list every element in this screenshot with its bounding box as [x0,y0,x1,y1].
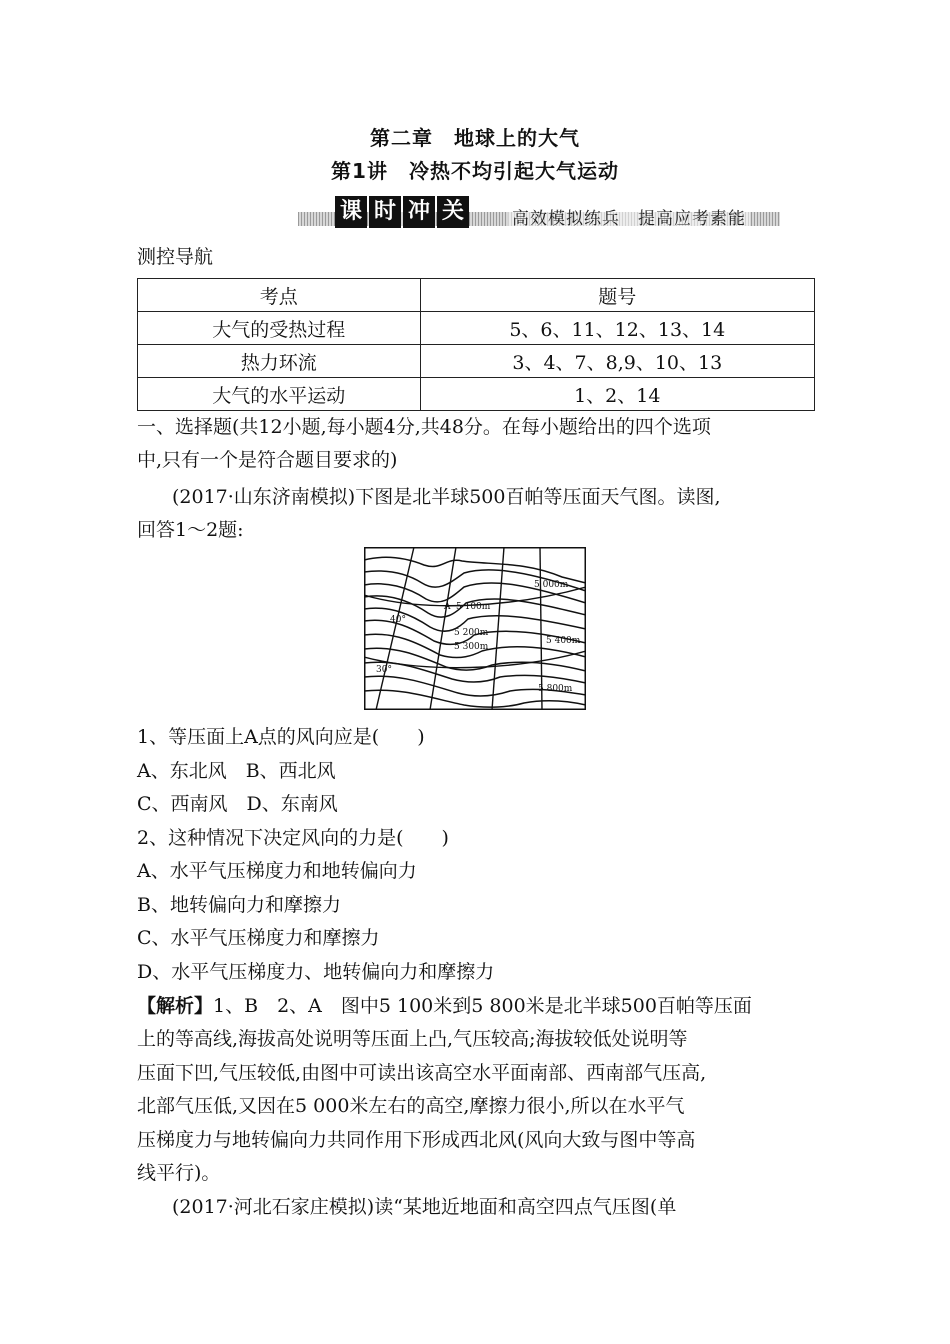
q2-option-a: A、水平气压梯度力和地转偏向力 [137,860,417,882]
banner-char-4: 关 [437,196,469,228]
table-cell-numbers: 3、4、7、8,9、10、13 [420,345,814,378]
table-cell-topic: 热力环流 [138,345,421,378]
analysis-line2: 上的等高线,海拔高处说明等压面上凸,气压较高;海拔较低处说明等 [137,1028,688,1050]
nav-table [137,278,815,411]
q1-options-line1: A、东北风 B、西北风 [137,760,336,782]
analysis-label: 【解析】 [137,995,214,1017]
q2-option-d: D、水平气压梯度力、地转偏向力和摩擦力 [137,961,495,983]
intro2-line1: (2017·河北石家庄模拟)读“某地近地面和高空四点气压图(单 [172,1196,677,1218]
q2-option-b: B、地转偏向力和摩擦力 [137,894,341,916]
contour-label: 5 300m [454,642,489,652]
contour-label: 5 400m [546,636,581,646]
chapter-title: 第二章 地球上的大气 [370,126,580,150]
analysis-line3: 压面下凹,气压较低,由图中可读出该高空水平面南部、西南部气压高, [137,1062,707,1084]
section-heading-line1: 一、选择题(共12小题,每小题4分,共48分。在每小题给出的四个选项 [137,416,711,438]
section-banner [298,196,780,228]
latitude-label: 40° [390,615,406,625]
latitude-label: 30° [376,665,392,675]
analysis-line4: 北部气压低,又因在5 000米左右的高空,摩擦力很小,所以在水平气 [137,1095,685,1117]
q1-stem: 1、等压面上A点的风向应是( ) [137,726,425,748]
banner-char-3: 冲 [403,196,435,228]
section-heading-line2: 中,只有一个是符合题目要求的) [137,449,398,471]
table-cell-topic: 大气的受热过程 [138,312,421,345]
table-row [138,312,815,345]
table-header-cell: 题号 [420,279,814,312]
table-header-cell: 考点 [138,279,421,312]
banner-slogan: 高效模拟练兵 提高应考素能 [508,204,750,229]
nav-heading: 测控导航 [137,246,214,268]
intro1-line2: 回答1～2题: [137,519,244,541]
q2-stem: 2、这种情况下决定风向的力是( ) [137,827,449,849]
contour-label: 5 100m [456,602,491,612]
banner-char-1: 课 [335,196,367,228]
table-row [138,378,815,411]
map-point-a-label: A [444,602,451,612]
lesson-title: 第1讲 冷热不均引起大气运动 [331,159,619,183]
contour-label: 5 200m [454,628,489,638]
contour-label: 5 800m [538,684,573,694]
table-header-row [138,279,815,312]
table-cell-topic: 大气的水平运动 [138,378,421,411]
table-row [138,345,815,378]
q2-option-c: C、水平气压梯度力和摩擦力 [137,927,380,949]
analysis-line1 [137,991,752,1018]
analysis-line5: 压梯度力与地转偏向力共同作用下形成西北风(风向大致与图中等高 [137,1129,696,1151]
table-cell-numbers: 1、2、14 [420,378,814,411]
contour-label: 5 000m [534,580,569,590]
table-cell-numbers: 5、6、11、12、13、14 [420,312,814,345]
analysis-text: 1、B 2、A 图中5 100米到5 800米是北半球500百帕等压面 [213,995,752,1017]
banner-char-2: 时 [369,196,401,228]
pressure-contour-map [364,547,586,710]
analysis-line6: 线平行)。 [137,1162,221,1184]
q1-options-line2: C、西南风 D、东南风 [137,793,338,815]
intro1-line1: (2017·山东济南模拟)下图是北半球500百帕等压面天气图。读图, [172,486,721,508]
